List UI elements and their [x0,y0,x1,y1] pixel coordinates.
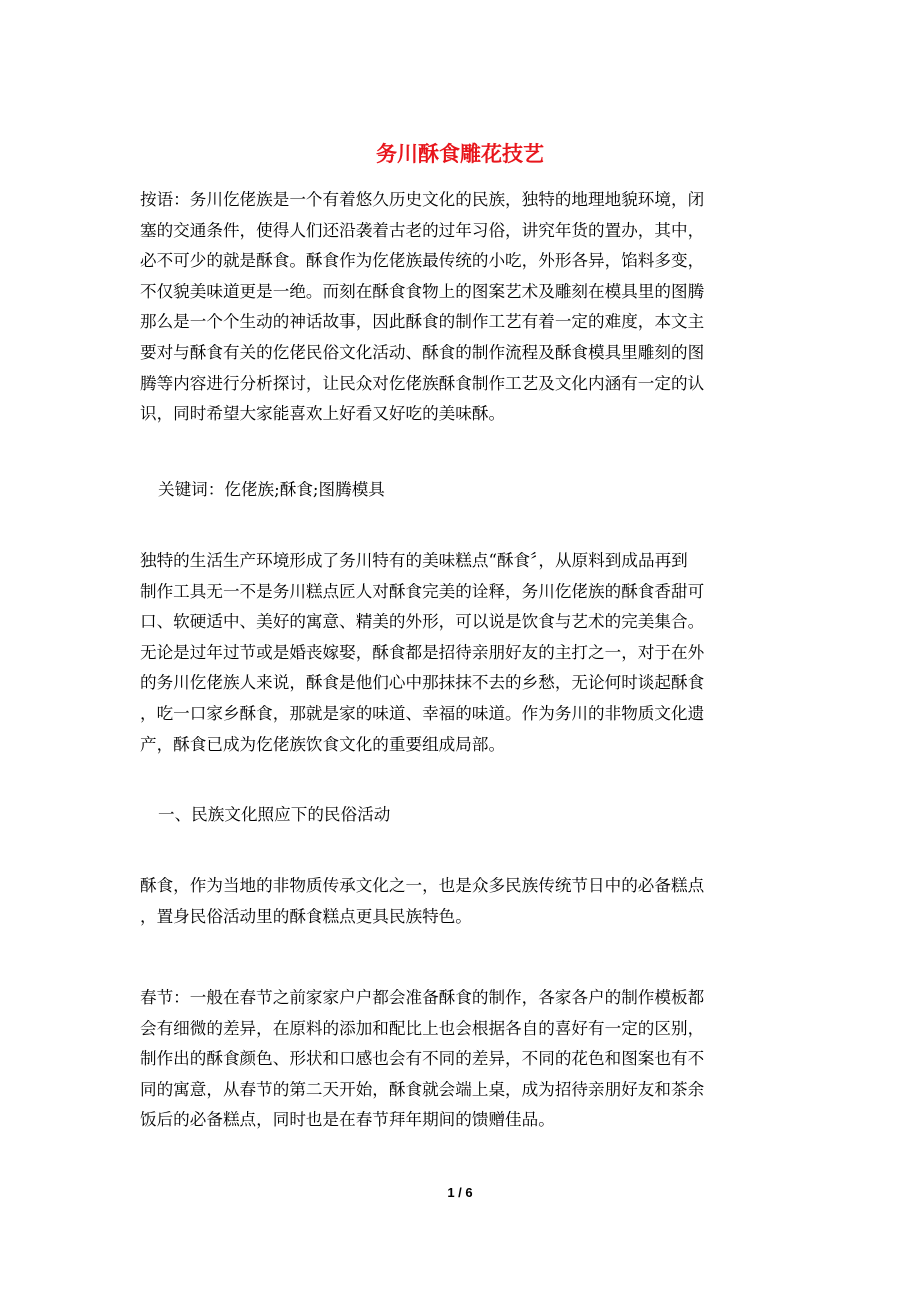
abstract-line: 腾等内容进行分析探讨，让民众对仡佬族酥食制作工艺及文化内涵有一定的认 [140,373,705,393]
abstract-line: 那么是一个个生动的神话故事，因此酥食的制作工艺有着一定的难度，本文主 [140,312,705,332]
abstract-line: 识，同时希望大家能喜欢上好看又好吃的美味酥。 [140,404,506,424]
spring-line: 同的寓意，从春节的第二天开始，酥食就会端上桌，成为招待亲朋好友和茶余 [140,1079,705,1099]
abstract-line: 按语：务川仡佬族是一个有着悠久历史文化的民族，独特的地理地貌环境，闭 [140,190,705,209]
section-paragraph [140,871,780,932]
intro-line: 无论是过年过节或是婚丧嫁娶，酥食都是招待亲朋好友的主打之一，对于在外 [140,642,705,662]
intro-line: ，吃一口家乡酥食，那就是家的味道、幸福的味道。作为务川的非物质文化遗 [140,703,705,723]
spring-line: 制作出的酥食颜色、形状和口感也会有不同的差异，不同的花色和图案也有不 [140,1049,705,1069]
section-heading: 一、民族文化照应下的民俗活动 [158,805,391,824]
intro-paragraph [140,546,780,760]
spring-line: 饭后的必备糕点，同时也是在春节拜年期间的馈赠佳品。 [140,1110,555,1130]
page-number: 1 / 6 [447,1185,473,1200]
abstract-line: 不仅貌美味道更是一绝。而刻在酥食食物上的图案艺术及雕刻在模具里的图腾 [140,281,705,301]
section-line: 酥食，作为当地的非物质传承文化之一，也是众多民族传统节日中的必备糕点 [140,876,705,895]
abstract-line: 要对与酥食有关的仡佬民俗文化活动、酥食的制作流程及酥食模具里雕刻的图 [140,342,705,362]
intro-line: 产，酥食已成为仡佬族饮食文化的重要组成局部。 [140,734,506,754]
abstract-paragraph [140,185,780,430]
intro-line: 制作工具无一不是务川糕点匠人对酥食完美的诠释，务川仡佬族的酥食香甜可 [140,581,705,601]
intro-line: 独特的生活生产环境形成了务川特有的美味糕点“酥食〞，从原料到成品再到 [140,551,688,570]
spring-line: 会有细微的差异，在原料的添加和配比上也会根据各自的喜好有一定的区别， [140,1018,705,1038]
intro-line: 的务川仡佬族人来说，酥食是他们心中那抹抹不去的乡愁，无论何时谈起酥食 [140,673,705,693]
section-line: ，置身民俗活动里的酥食糕点更具民族特色。 [140,906,472,926]
abstract-line: 塞的交通条件，使得人们还沿袭着古老的过年习俗，讲究年货的置办，其中， [140,220,705,240]
document-title: 务川酥食雕花技艺 [376,142,544,166]
spring-line: 春节：一般在春节之前家家户户都会准备酥食的制作，各家各户的制作模板都 [140,988,705,1007]
intro-line: 口、软硬适中、美好的寓意、精美的外形，可以说是饮食与艺术的完美集合。 [140,612,705,632]
spring-festival-paragraph [140,983,780,1136]
keywords-line: 关键词：仡佬族;酥食;图腾模具 [158,480,385,499]
abstract-line: 必不可少的就是酥食。酥食作为仡佬族最传统的小吃，外形各异，馅料多变， [140,251,705,271]
